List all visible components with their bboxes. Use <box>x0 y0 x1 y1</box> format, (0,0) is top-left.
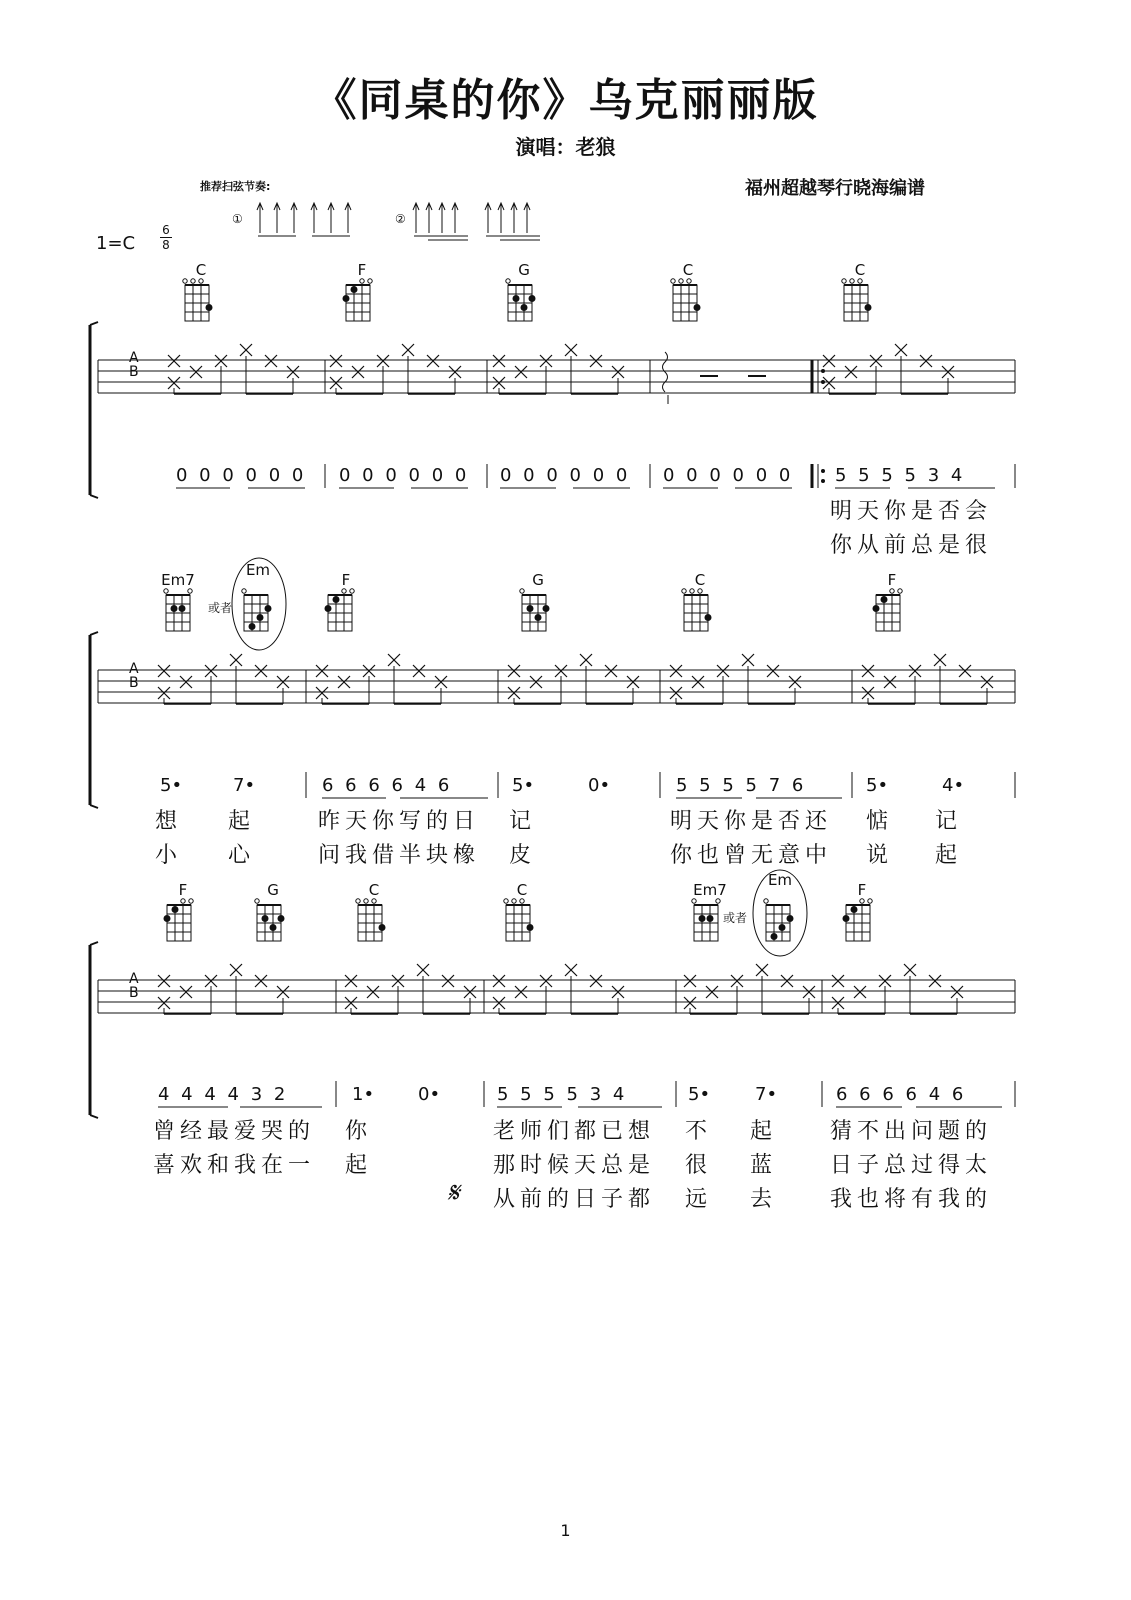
finger-dot <box>249 623 256 630</box>
lyric-word: 不 <box>685 1119 713 1144</box>
lyric-word: 蓝 <box>750 1153 778 1178</box>
strum-pattern-2-marker: ② <box>395 212 406 226</box>
open-string-marker <box>690 589 694 593</box>
open-string-marker <box>372 899 376 903</box>
open-string-marker <box>183 279 187 283</box>
system-bracket <box>90 805 98 808</box>
tab-clef: A B <box>129 350 139 380</box>
open-string-marker <box>692 899 696 903</box>
open-string-marker <box>682 589 686 593</box>
open-string-marker <box>716 899 720 903</box>
open-string-marker <box>242 589 246 593</box>
singer-credit: 演唱：老狼 <box>515 135 616 159</box>
open-string-marker <box>671 279 675 283</box>
lyric-word: 日子总过得太 <box>830 1153 993 1178</box>
lyric-word: 曾经最爱哭的 <box>153 1119 316 1144</box>
lyric-word: 你 <box>345 1119 373 1144</box>
segno-sign: 𝄋 <box>447 1176 460 1209</box>
page-title: 《同桌的你》乌克丽丽版 <box>312 75 819 126</box>
chord-name: Em <box>767 871 793 889</box>
notation-measure: 6 6 6 6 4 6 <box>322 775 453 796</box>
open-string-marker <box>679 279 683 283</box>
open-string-marker <box>199 279 203 283</box>
lyric-word: 你也曾无意中 <box>670 843 833 868</box>
finger-dot <box>529 295 536 302</box>
chord-name: F <box>357 261 367 279</box>
key-signature: 1=C <box>96 233 136 254</box>
finger-dot <box>779 924 786 931</box>
notation-note: 1• <box>352 1084 375 1105</box>
notation-note: 5• <box>160 775 183 796</box>
strum-pattern-label: 推荐扫弦节奏: <box>200 180 271 193</box>
arpeggio-mark <box>663 352 668 392</box>
notation-measure: 4 4 4 4 3 2 <box>158 1084 289 1105</box>
chord-name: F <box>887 571 897 589</box>
lyric-word: 去 <box>750 1187 778 1212</box>
finger-dot <box>873 605 880 612</box>
finger-dot <box>379 924 386 931</box>
tab-clef: A B <box>129 661 139 691</box>
finger-dot <box>535 614 542 621</box>
lyric-word: 从前的日子都 <box>493 1187 656 1212</box>
open-string-marker <box>342 589 346 593</box>
open-string-marker <box>189 899 193 903</box>
open-string-marker <box>687 279 691 283</box>
chord-name: G <box>267 881 279 899</box>
tab-clef: A B <box>129 971 139 1001</box>
chord-name: Em <box>245 561 271 579</box>
lyric-line-1: 明天你是否会 <box>830 499 993 524</box>
chord-name: C <box>195 261 207 279</box>
lyric-line-2: 你从前总是很 <box>830 533 993 558</box>
lyric-word: 皮 <box>509 843 537 868</box>
open-string-marker <box>364 899 368 903</box>
lyric-word: 猜不出问题的 <box>830 1119 993 1144</box>
lyric-word: 问我借半块橡 <box>318 843 481 868</box>
lyric-word: 想 <box>155 809 183 834</box>
open-string-marker <box>898 589 902 593</box>
lyric-word: 远 <box>685 1187 713 1212</box>
lyric-word: 起 <box>345 1153 373 1178</box>
alternate-chord-circle <box>753 870 807 956</box>
or-label: 或者 <box>723 911 748 925</box>
system-bracket <box>90 1115 98 1118</box>
lyric-word: 记 <box>935 809 963 834</box>
open-string-marker <box>512 899 516 903</box>
finger-dot <box>262 915 269 922</box>
finger-dot <box>164 915 171 922</box>
open-string-marker <box>860 899 864 903</box>
notation-note: 4• <box>942 775 965 796</box>
notation-measure: 0 0 0 0 0 0 <box>500 465 631 486</box>
chord-name: C <box>516 881 528 899</box>
notation-note: 7• <box>233 775 256 796</box>
open-string-marker <box>698 589 702 593</box>
open-string-marker <box>368 279 372 283</box>
system-bracket <box>90 495 98 498</box>
lyric-word: 惦 <box>866 809 894 834</box>
lyric-word: 起 <box>750 1119 778 1144</box>
lyric-word: 起 <box>935 843 963 868</box>
open-string-marker <box>181 899 185 903</box>
repeat-dot <box>821 380 825 384</box>
finger-dot <box>543 605 550 612</box>
open-string-marker <box>890 589 894 593</box>
finger-dot <box>265 605 272 612</box>
finger-dot <box>787 915 794 922</box>
system-bracket <box>90 632 98 635</box>
repeat-dot <box>821 469 825 473</box>
finger-dot <box>881 596 888 603</box>
notation-note: 5• <box>688 1084 711 1105</box>
time-signature-top: 6 <box>162 223 170 237</box>
finger-dot <box>771 933 778 940</box>
notation-measure: 5 5 5 5 3 4 <box>835 465 966 486</box>
open-string-marker <box>191 279 195 283</box>
strum-pattern-1-marker: ① <box>232 212 243 226</box>
lyric-word: 明天你是否还 <box>670 809 833 834</box>
chord-name: G <box>518 261 530 279</box>
open-string-marker <box>520 899 524 903</box>
lyric-word: 很 <box>685 1153 713 1178</box>
notation-measure: 0 0 0 0 0 0 <box>176 465 307 486</box>
arranger-credit: 福州超越琴行晓海编谱 <box>745 178 925 199</box>
open-string-marker <box>356 899 360 903</box>
lyric-word: 昨天你写的日 <box>318 809 481 834</box>
finger-dot <box>325 605 332 612</box>
notation-note: 5• <box>866 775 889 796</box>
finger-dot <box>179 605 186 612</box>
finger-dot <box>257 614 264 621</box>
open-string-marker <box>255 899 259 903</box>
finger-dot <box>705 614 712 621</box>
finger-dot <box>865 304 872 311</box>
notation-measure: 5 5 5 5 7 6 <box>676 775 807 796</box>
chord-name: Em7 <box>161 571 195 589</box>
chord-name: F <box>178 881 188 899</box>
chord-name: C <box>694 571 706 589</box>
lyric-word: 那时候天总是 <box>493 1153 656 1178</box>
chord-name: G <box>532 571 544 589</box>
open-string-marker <box>188 589 192 593</box>
open-string-marker <box>850 279 854 283</box>
repeat-dot <box>821 369 825 373</box>
finger-dot <box>171 605 178 612</box>
system-bracket <box>90 322 98 325</box>
open-string-marker <box>506 279 510 283</box>
finger-dot <box>527 605 534 612</box>
lyric-word: 记 <box>509 809 537 834</box>
finger-dot <box>513 295 520 302</box>
finger-dot <box>343 295 350 302</box>
chord-name: C <box>682 261 694 279</box>
finger-dot <box>278 915 285 922</box>
finger-dot <box>707 915 714 922</box>
chord-name: F <box>857 881 867 899</box>
finger-dot <box>851 906 858 913</box>
open-string-marker <box>504 899 508 903</box>
finger-dot <box>527 924 534 931</box>
chord-name: C <box>854 261 866 279</box>
notation-note: 7• <box>755 1084 778 1105</box>
open-string-marker <box>858 279 862 283</box>
notation-note: 0• <box>588 775 611 796</box>
lyric-word: 我也将有我的 <box>830 1187 993 1212</box>
finger-dot <box>699 915 706 922</box>
lyric-word: 喜欢和我在一 <box>153 1153 316 1178</box>
open-string-marker <box>842 279 846 283</box>
notation-measure: 6 6 6 6 4 6 <box>836 1084 967 1105</box>
lyric-word: 起 <box>228 809 256 834</box>
finger-dot <box>172 906 179 913</box>
page-number: 1 <box>560 1521 571 1540</box>
finger-dot <box>843 915 850 922</box>
repeat-dot <box>821 479 825 483</box>
chord-name: Em7 <box>693 881 727 899</box>
open-string-marker <box>360 279 364 283</box>
finger-dot <box>206 304 213 311</box>
notation-measure: 5 5 5 5 3 4 <box>497 1084 628 1105</box>
lyric-word: 说 <box>866 843 894 868</box>
lyric-word: 小 <box>155 843 183 868</box>
notation-measure: 0 0 0 0 0 0 <box>663 465 794 486</box>
notation-measure: 0 0 0 0 0 0 <box>339 465 470 486</box>
open-string-marker <box>164 589 168 593</box>
chord-name: C <box>368 881 380 899</box>
open-string-marker <box>350 589 354 593</box>
finger-dot <box>694 304 701 311</box>
open-string-marker <box>520 589 524 593</box>
finger-dot <box>270 924 277 931</box>
finger-dot <box>333 596 340 603</box>
notation-note: 5• <box>512 775 535 796</box>
open-string-marker <box>764 899 768 903</box>
notation-note: 0• <box>418 1084 441 1105</box>
or-label: 或者 <box>208 601 233 615</box>
system-bracket <box>90 942 98 945</box>
lyric-word: 心 <box>228 843 256 868</box>
open-string-marker <box>868 899 872 903</box>
time-signature-bottom: 8 <box>162 238 170 252</box>
lyric-word: 老师们都已想 <box>493 1119 656 1144</box>
finger-dot <box>521 304 528 311</box>
chord-name: F <box>341 571 351 589</box>
finger-dot <box>351 286 358 293</box>
